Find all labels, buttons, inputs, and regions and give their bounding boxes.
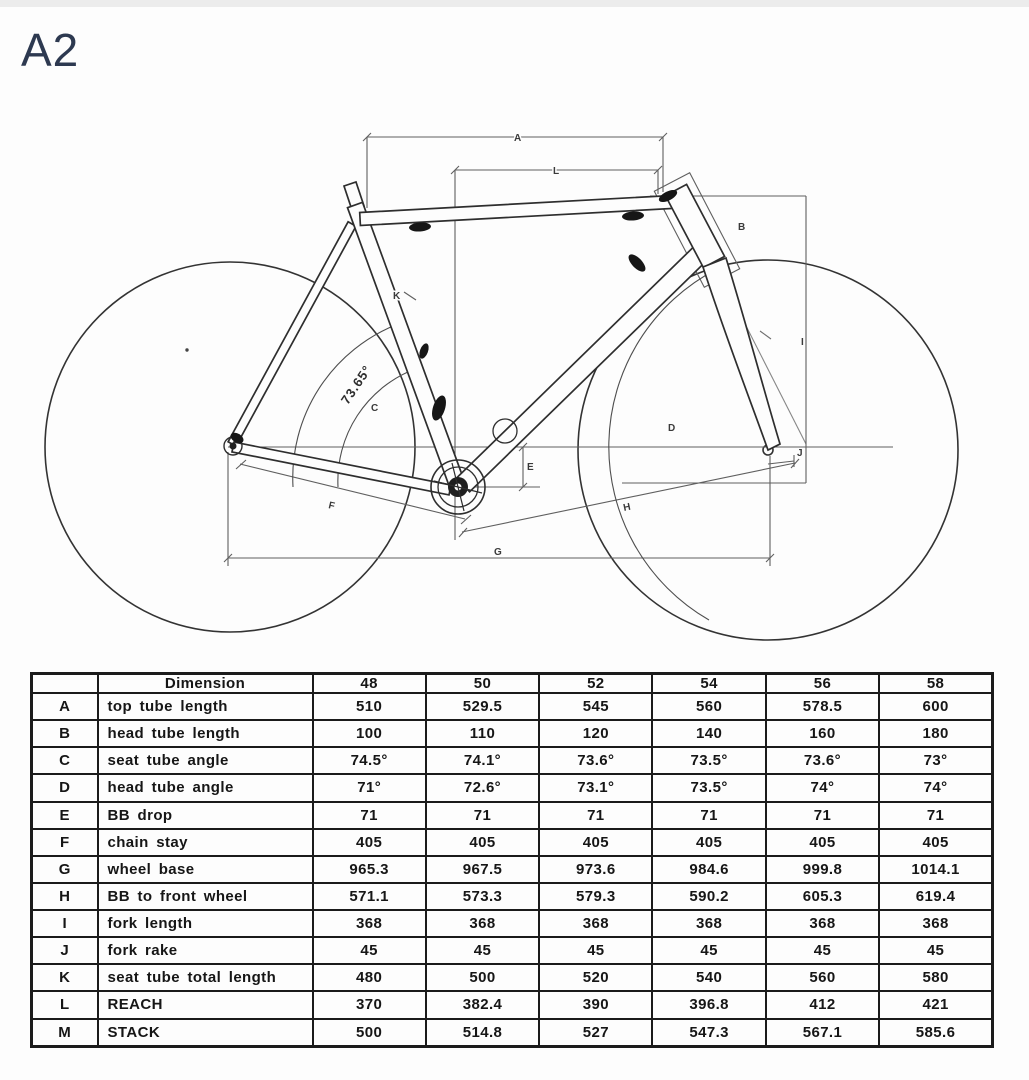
row-value: 45 bbox=[766, 937, 879, 964]
row-value: 967.5 bbox=[426, 856, 539, 883]
page-title: A2 bbox=[21, 24, 80, 76]
row-value: 500 bbox=[313, 1019, 426, 1047]
row-value: 540 bbox=[652, 964, 765, 991]
row-label: STACK bbox=[98, 1019, 313, 1047]
header-corner bbox=[32, 674, 98, 694]
frame-tubes bbox=[228, 182, 780, 495]
row-value: 368 bbox=[539, 910, 652, 937]
row-value: 74.5° bbox=[313, 747, 426, 774]
row-value: 619.4 bbox=[879, 883, 992, 910]
table-row bbox=[32, 991, 993, 1018]
row-value: 605.3 bbox=[766, 883, 879, 910]
header-size: 54 bbox=[652, 674, 765, 694]
row-key: L bbox=[32, 991, 98, 1018]
table-row bbox=[32, 910, 993, 937]
row-value: 71 bbox=[766, 802, 879, 829]
dim-label-k: K bbox=[393, 291, 401, 302]
row-value: 405 bbox=[766, 829, 879, 856]
row-value: 45 bbox=[426, 937, 539, 964]
row-value: 547.3 bbox=[652, 1019, 765, 1047]
geometry-table bbox=[30, 672, 994, 1048]
row-label: seat tube total length bbox=[98, 964, 313, 991]
row-label: BB drop bbox=[98, 802, 313, 829]
row-value: 368 bbox=[426, 910, 539, 937]
seat-angle-value: 73.65° bbox=[337, 362, 375, 407]
row-key: B bbox=[32, 720, 98, 747]
row-value: 71 bbox=[652, 802, 765, 829]
row-key: M bbox=[32, 1019, 98, 1047]
row-value: 73.5° bbox=[652, 774, 765, 801]
row-label: fork length bbox=[98, 910, 313, 937]
row-value: 999.8 bbox=[766, 856, 879, 883]
row-value: 590.2 bbox=[652, 883, 765, 910]
row-value: 984.6 bbox=[652, 856, 765, 883]
row-value: 510 bbox=[313, 693, 426, 720]
row-key: K bbox=[32, 964, 98, 991]
row-value: 421 bbox=[879, 991, 992, 1018]
row-value: 73° bbox=[879, 747, 992, 774]
dim-label-b: B bbox=[738, 222, 746, 233]
row-value: 585.6 bbox=[879, 1019, 992, 1047]
row-value: 72.6° bbox=[426, 774, 539, 801]
table-row bbox=[32, 937, 993, 964]
row-label: fork rake bbox=[98, 937, 313, 964]
row-value: 160 bbox=[766, 720, 879, 747]
row-value: 529.5 bbox=[426, 693, 539, 720]
dim-label-l: L bbox=[553, 166, 560, 177]
row-value: 180 bbox=[879, 720, 992, 747]
rear-hub bbox=[230, 443, 237, 450]
row-value: 73.1° bbox=[539, 774, 652, 801]
row-key: I bbox=[32, 910, 98, 937]
row-value: 405 bbox=[313, 829, 426, 856]
header-size: 52 bbox=[539, 674, 652, 694]
row-value: 368 bbox=[879, 910, 992, 937]
row-value: 73.6° bbox=[539, 747, 652, 774]
row-value: 71° bbox=[313, 774, 426, 801]
row-value: 45 bbox=[652, 937, 765, 964]
row-value: 382.4 bbox=[426, 991, 539, 1018]
dim-label-i: I bbox=[801, 337, 804, 348]
row-value: 71 bbox=[426, 802, 539, 829]
row-label: head tube length bbox=[98, 720, 313, 747]
toptube-cable-stop bbox=[622, 211, 645, 222]
row-key: E bbox=[32, 802, 98, 829]
row-value: 370 bbox=[313, 991, 426, 1018]
dimension-lines bbox=[224, 133, 893, 566]
dim-label-f: F bbox=[327, 500, 336, 513]
table-row bbox=[32, 774, 993, 801]
row-value: 973.6 bbox=[539, 856, 652, 883]
row-key: A bbox=[32, 693, 98, 720]
table-row bbox=[32, 802, 993, 829]
row-label: BB to front wheel bbox=[98, 883, 313, 910]
table-row bbox=[32, 720, 993, 747]
row-value: 74° bbox=[879, 774, 992, 801]
fork-blade bbox=[703, 258, 780, 450]
row-value: 71 bbox=[313, 802, 426, 829]
row-value: 578.5 bbox=[766, 693, 879, 720]
row-value: 405 bbox=[539, 829, 652, 856]
row-value: 120 bbox=[539, 720, 652, 747]
table-row bbox=[32, 964, 993, 991]
row-key: G bbox=[32, 856, 98, 883]
header-size: 56 bbox=[766, 674, 879, 694]
dim-label-c: C bbox=[371, 403, 379, 414]
row-value: 45 bbox=[879, 937, 992, 964]
row-value: 480 bbox=[313, 964, 426, 991]
row-label: REACH bbox=[98, 991, 313, 1018]
downtube-cable-stop bbox=[626, 252, 648, 275]
table-row bbox=[32, 883, 993, 910]
header-size: 50 bbox=[426, 674, 539, 694]
row-label: top tube length bbox=[98, 693, 313, 720]
table-row bbox=[32, 829, 993, 856]
row-key: J bbox=[32, 937, 98, 964]
row-value: 368 bbox=[313, 910, 426, 937]
row-value: 560 bbox=[652, 693, 765, 720]
row-value: 73.5° bbox=[652, 747, 765, 774]
row-value: 500 bbox=[426, 964, 539, 991]
row-value: 405 bbox=[426, 829, 539, 856]
row-value: 396.8 bbox=[652, 991, 765, 1018]
row-value: 560 bbox=[766, 964, 879, 991]
dim-label-d: D bbox=[668, 423, 676, 434]
row-value: 45 bbox=[539, 937, 652, 964]
row-key: H bbox=[32, 883, 98, 910]
row-value: 573.3 bbox=[426, 883, 539, 910]
row-value: 965.3 bbox=[313, 856, 426, 883]
row-value: 390 bbox=[539, 991, 652, 1018]
row-value: 74.1° bbox=[426, 747, 539, 774]
row-value: 71 bbox=[879, 802, 992, 829]
down-tube bbox=[456, 243, 710, 492]
top-tube bbox=[360, 195, 691, 226]
row-value: 520 bbox=[539, 964, 652, 991]
geometry-table-body bbox=[32, 693, 993, 1047]
dim-label-e: E bbox=[527, 462, 534, 473]
row-value: 140 bbox=[652, 720, 765, 747]
geometry-table-wrap bbox=[30, 672, 994, 1048]
dim-label-g: G bbox=[494, 547, 502, 558]
row-value: 1014.1 bbox=[879, 856, 992, 883]
row-label: chain stay bbox=[98, 829, 313, 856]
table-header-row bbox=[32, 674, 993, 694]
row-value: 571.1 bbox=[313, 883, 426, 910]
table-row bbox=[32, 747, 993, 774]
dim-label-a: A bbox=[514, 133, 522, 144]
dim-label-h: H bbox=[622, 501, 632, 514]
row-value: 545 bbox=[539, 693, 652, 720]
row-key: F bbox=[32, 829, 98, 856]
row-key: D bbox=[32, 774, 98, 801]
row-value: 73.6° bbox=[766, 747, 879, 774]
row-value: 368 bbox=[652, 910, 765, 937]
row-value: 74° bbox=[766, 774, 879, 801]
header-size: 48 bbox=[313, 674, 426, 694]
table-row bbox=[32, 856, 993, 883]
row-label: head tube angle bbox=[98, 774, 313, 801]
row-value: 527 bbox=[539, 1019, 652, 1047]
table-row bbox=[32, 693, 993, 720]
row-value: 100 bbox=[313, 720, 426, 747]
row-label: seat tube angle bbox=[98, 747, 313, 774]
row-value: 567.1 bbox=[766, 1019, 879, 1047]
row-value: 45 bbox=[313, 937, 426, 964]
speck bbox=[185, 348, 188, 351]
row-value: 579.3 bbox=[539, 883, 652, 910]
header-size: 58 bbox=[879, 674, 992, 694]
seat-stay bbox=[228, 222, 356, 446]
row-value: 71 bbox=[539, 802, 652, 829]
row-value: 405 bbox=[652, 829, 765, 856]
dim-label-j: J bbox=[797, 448, 803, 459]
row-value: 580 bbox=[879, 964, 992, 991]
header-dimension: Dimension bbox=[98, 674, 313, 694]
row-value: 405 bbox=[879, 829, 992, 856]
row-value: 600 bbox=[879, 693, 992, 720]
row-label: wheel base bbox=[98, 856, 313, 883]
row-value: 514.8 bbox=[426, 1019, 539, 1047]
row-value: 368 bbox=[766, 910, 879, 937]
row-value: 110 bbox=[426, 720, 539, 747]
table-row bbox=[32, 1019, 993, 1047]
row-key: C bbox=[32, 747, 98, 774]
row-value: 412 bbox=[766, 991, 879, 1018]
